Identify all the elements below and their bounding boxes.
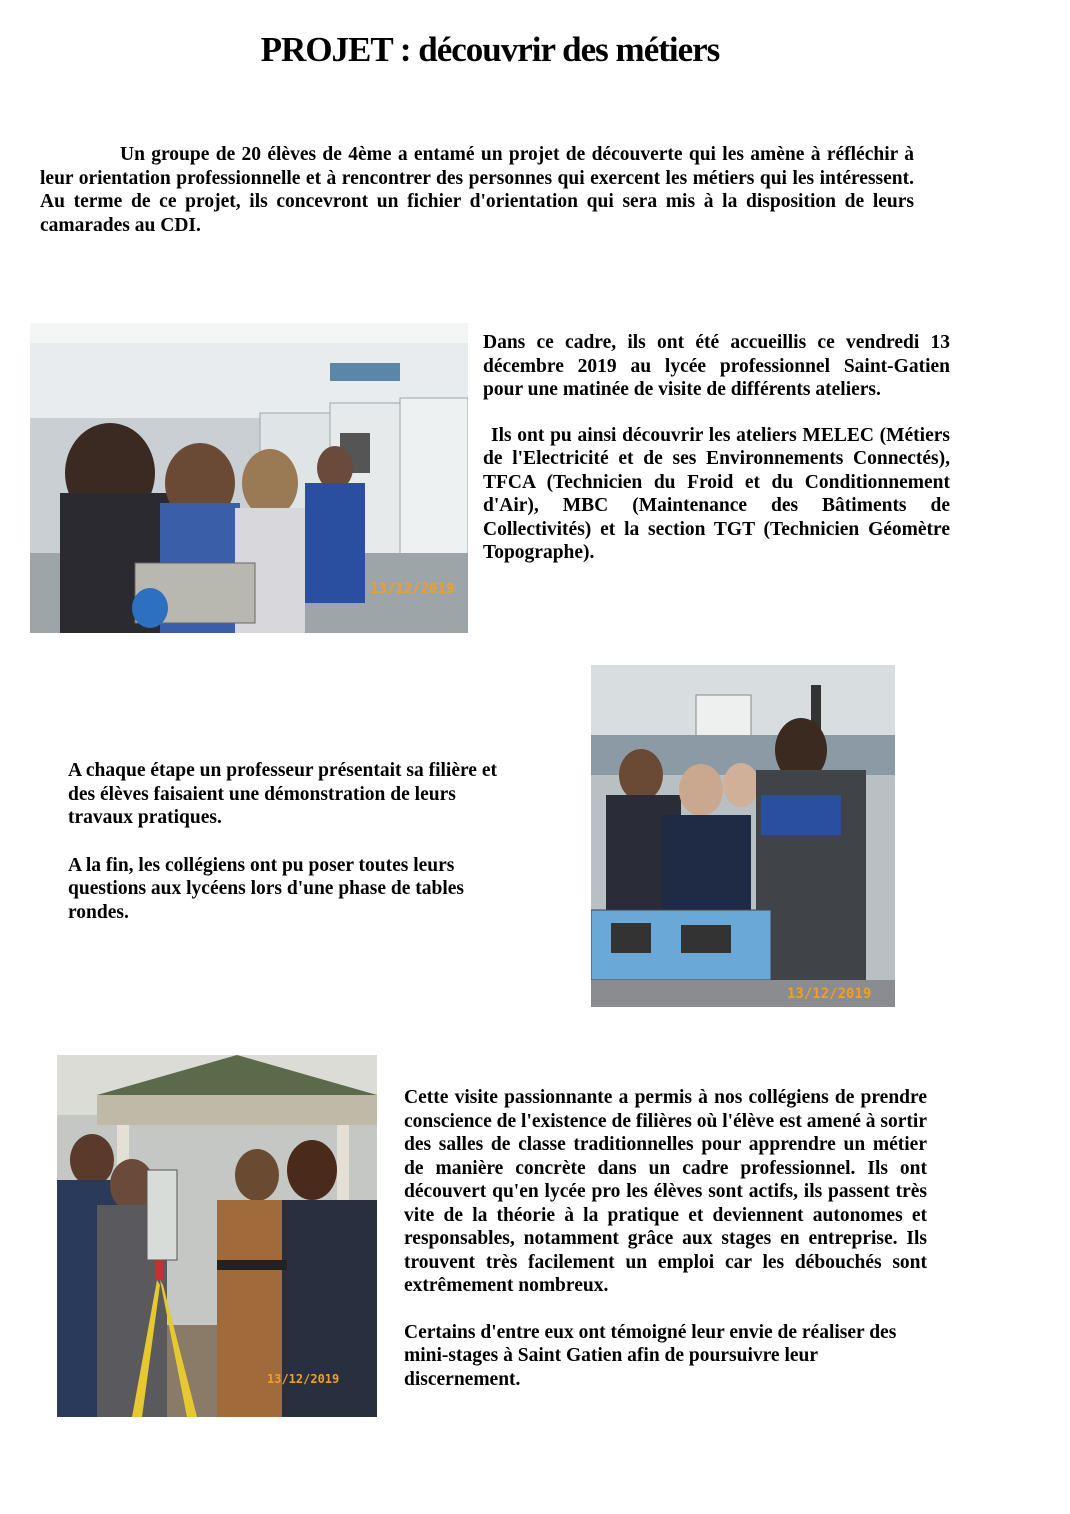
photo-date-stamp: 13/12/2019 <box>370 581 455 597</box>
demonstration-photo <box>591 665 895 1007</box>
section1-paragraph-2: Ils ont pu ainsi découvrir les ateliers MELEC (Métiers de l'Electricité et de ses Environnements Connectés), TFCA (Technicien du Froid et du Conditionnement d'Air), MBC (Maintenance des Bâtiments de Collectivités) et la section TGT (Technicien Géomètre Topographe). <box>483 424 950 563</box>
intro-paragraph <box>40 143 914 237</box>
page-title: PROJET : découvrir des métiers <box>260 30 720 69</box>
photo-date-stamp: 13/12/2019 <box>787 986 872 1002</box>
section3-paragraph-2: Certains d'entre eux ont témoigné leur envie de réaliser des mini-stages à Saint Gatien afin de poursuivre leur discernement. <box>404 1321 897 1390</box>
workshop-photo <box>30 323 468 633</box>
section3-paragraph-1: Cette visite passionnante a permis à nos collégiens de prendre conscience de l'existence de filières où l'élève est amené à sortir des salles de classe traditionnelles pour apprendre un métier de manière concrète dans un cadre professionnel. Ils ont découvert qu'en lycée pro les élèves sont actifs, ils passent très vite de la théorie à la pratique et deviennent autonomes et responsables, notamment grâce aux stages en entreprise. Ils trouvent très facilement un emploi car les débouchés sont extrêmement nombreux. <box>404 1087 927 1296</box>
photo-date-stamp: 13/12/2019 <box>267 1372 340 1386</box>
section2-paragraph-2: A la fin, les collégiens ont pu poser toutes leurs questions aux lycéens lors d'une phase de tables rondes. <box>68 854 465 923</box>
section3-text <box>404 1086 927 1391</box>
section2-paragraph-1: A chaque étape un professeur présentait sa filière et des élèves faisaient une démonstration de leurs travaux pratiques. <box>68 760 497 828</box>
intro-text: Un groupe de 20 élèves de 4ème a entamé un projet de découverte qui les amène à réfléchir à leur orientation professionnelle et à rencontrer des personnes qui exercent les métiers qui les intéressent. Au terme de ce projet, ils concevront un fichier d'orientation qui sera mis à la disposition de leurs camarades au CDI. <box>40 144 914 236</box>
surveying-photo <box>57 1055 377 1417</box>
section1-text <box>483 331 950 565</box>
section2-text <box>68 759 518 924</box>
section1-paragraph-1: Dans ce cadre, ils ont été accueillis ce vendredi 13 décembre 2019 au lycée professionnel Saint-Gatien pour une matinée de visite de différents ateliers. <box>483 332 950 400</box>
